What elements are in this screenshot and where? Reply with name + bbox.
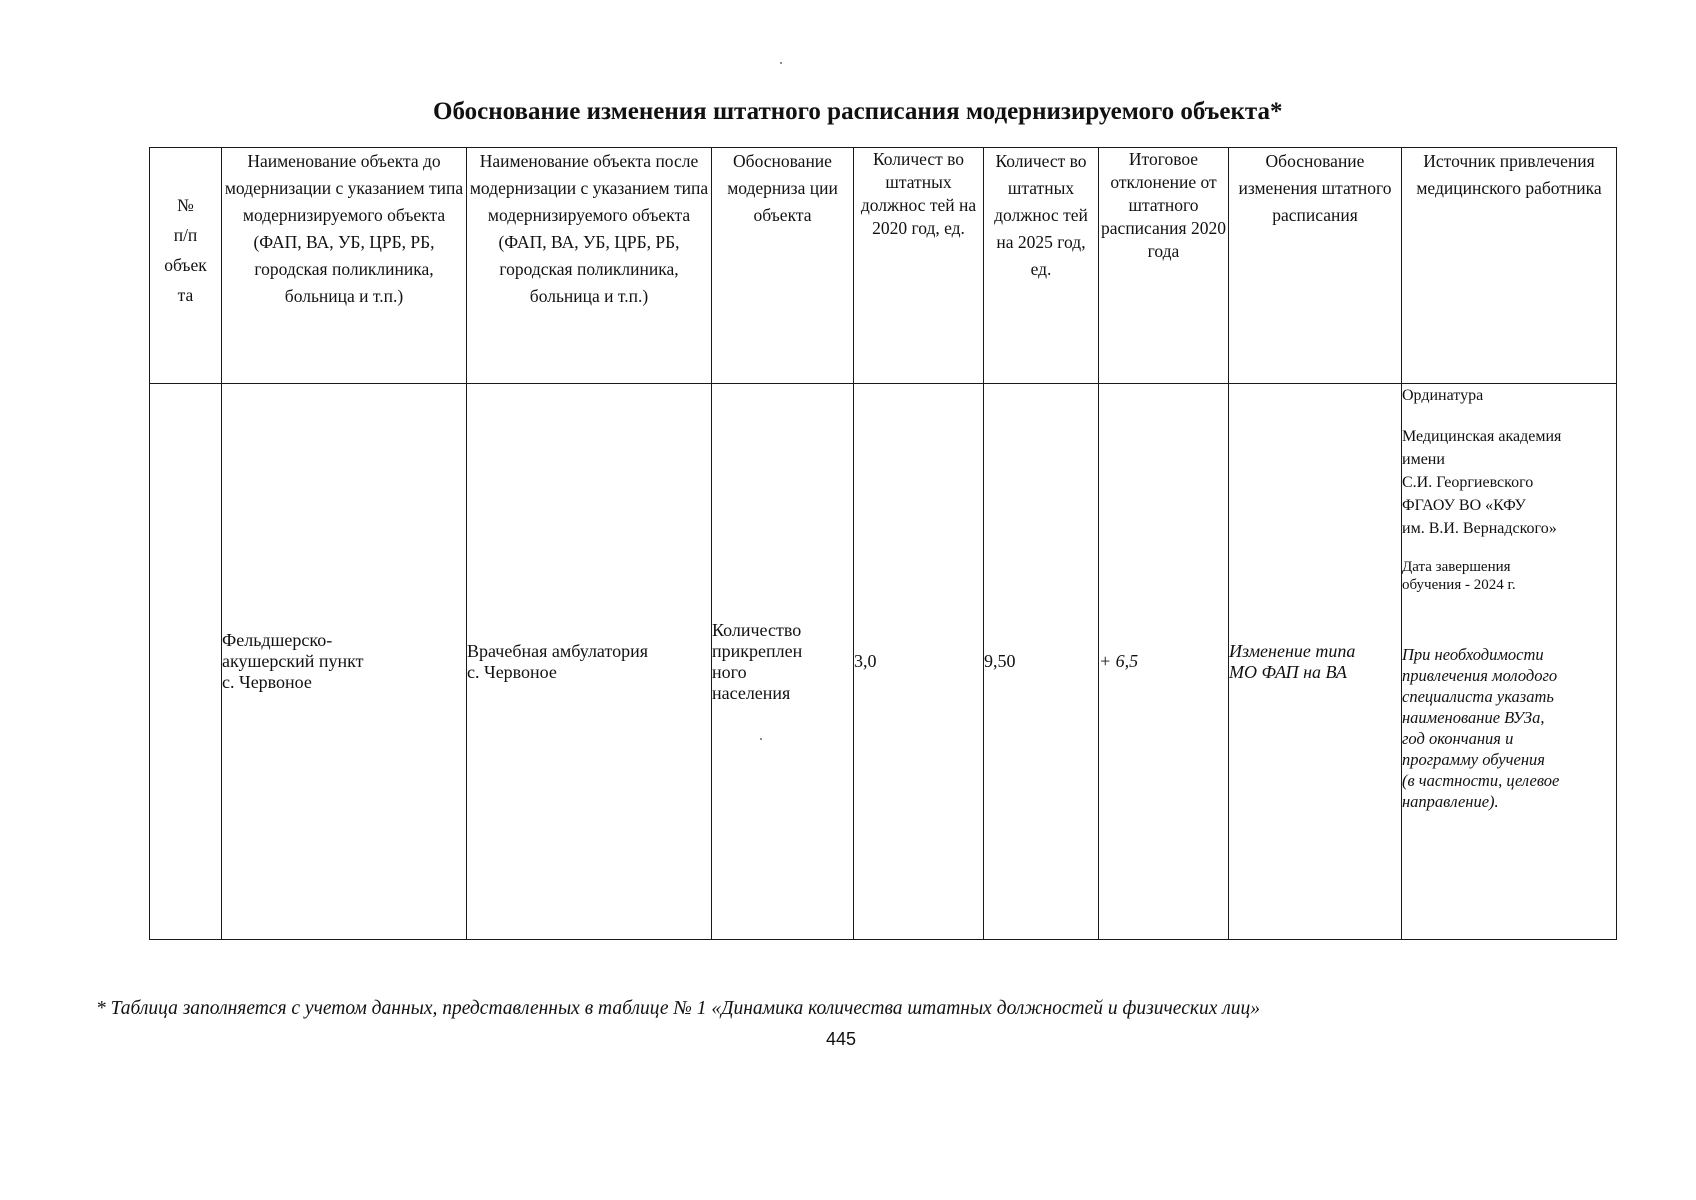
- source-residency: Ординатура: [1402, 387, 1484, 404]
- source-note: При необходимости привлечения молодого специалиста указать наименование ВУЗа, год окончания и программу обучения (в частности, целевое направление).: [1402, 645, 1560, 811]
- header-worker-source: Источник привлечения медицинского работника: [1402, 148, 1617, 384]
- source-completion-date: Дата завершения обучения - 2024 г.: [1402, 559, 1516, 593]
- cell-object-before: Фельдшерско- акушерский пункт с. Червоное: [222, 384, 467, 940]
- source-academy: Медицинская академия имени С.И. Георгиевского ФГАОУ ВО «КФУ им. В.И. Вернадского»: [1402, 428, 1562, 537]
- scan-speck: [780, 62, 782, 64]
- cell-object-after: Врачебная амбулатория с. Червоное: [467, 384, 712, 940]
- cell-number: [150, 384, 222, 940]
- page-title: Обоснование изменения штатного расписания модернизируемого объекта*: [433, 98, 1283, 125]
- header-object-before: Наименование объекта до модернизации с указанием типа модернизируемого объекта (ФАП, ВА, УБ, ЦРБ, РБ, городская поликлиника, больница и т.п.): [222, 148, 467, 384]
- header-positions-2025: Количест во штатных должнос тей на 2025 год, ед.: [984, 148, 1099, 384]
- header-staffing-change-reason: Обоснование изменения штатного расписания: [1229, 148, 1402, 384]
- scan-speck: [760, 738, 762, 740]
- cell-positions-2020: 3,0: [854, 384, 984, 940]
- header-object-after: Наименование объекта после модернизации с указанием типа модернизируемого объекта (ФАП, ВА, УБ, ЦРБ, РБ, городская поликлиника, больница и т.п.): [467, 148, 712, 384]
- cell-modernization-justification: Количество прикреплен ного населения: [712, 384, 854, 940]
- header-modernization-justification: Обоснование модерниза ции объекта: [712, 148, 854, 384]
- cell-worker-source: [1402, 384, 1617, 940]
- header-total-deviation: Итоговое отклонение от штатного расписания 2020 года: [1099, 148, 1229, 384]
- cell-staffing-change-reason: Изменение типа МО ФАП на ВА: [1229, 384, 1402, 940]
- header-number: № п/п объек та: [150, 148, 222, 384]
- table-row: [150, 384, 1617, 940]
- staffing-table: [149, 147, 1617, 940]
- table-header-row: [150, 148, 1617, 384]
- page-number: 445: [826, 1029, 857, 1049]
- cell-positions-2025: 9,50: [984, 384, 1099, 940]
- cell-total-deviation: + 6,5: [1099, 384, 1229, 940]
- header-positions-2020: Количест во штатных должнос тей на 2020 год, ед.: [854, 148, 984, 384]
- footnote: * Таблица заполняется с учетом данных, представленных в таблице № 1 «Динамика количества штатных должностей и физических лиц»: [96, 998, 1261, 1019]
